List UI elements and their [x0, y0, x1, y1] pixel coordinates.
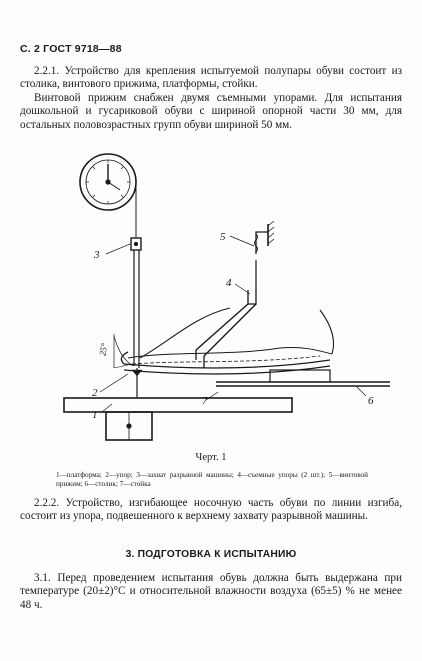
callout-2: 2: [92, 387, 98, 399]
callout-4: 4: [226, 277, 232, 289]
callout-6: 6: [368, 395, 374, 407]
callout-3: 3: [94, 249, 100, 261]
figure-caption: Черт. 1: [195, 452, 227, 463]
figure-1-drawing: [20, 146, 402, 448]
callout-1: 1: [92, 409, 98, 421]
paragraph-clamp-description: Винтовой прижим снабжен двумя съемными упорами. Для испытания дошкольной и гусариковой обуви с шириной опорной части 30 мм, для остальных половозрастных групп обуви шириной 50 мм.: [20, 92, 402, 131]
figure-legend: 1—платформа; 2—упор; 3—захват разрывной машины; 4—съемные упоры (2 шт.); 5—винтовой прижим; 6—столик; 7—стойка: [56, 471, 368, 488]
callout-7: 7: [202, 395, 208, 407]
platform-1: [64, 398, 292, 412]
figure-svg: [20, 146, 402, 448]
paragraph-3-1: 3.1. Перед проведением испытания обувь должна быть выдержана при температуре (20±2)°С и относительной влажности воздуха (65±5) % не менее 48 ч.: [20, 572, 402, 611]
section-title: 3. ПОДГОТОВКА К ИСПЫТАНИЮ: [125, 549, 297, 560]
callout-5: 5: [220, 231, 226, 243]
page-header: С. 2 ГОСТ 9718—88: [20, 43, 122, 55]
paragraph-2-2-1: 2.2.1. Устройство для крепления испытуемой полупары обуви состоит из столика, винтового прижима, платформы, стойки.: [20, 65, 402, 91]
angle-label: 25°: [97, 342, 110, 357]
paragraph-2-2-2: 2.2.2. Устройство, изгибающее носочную часть обуви по линии изгиба, состоит из упора, подвешенного к верхнему захвату разрывной машины.: [20, 497, 402, 523]
